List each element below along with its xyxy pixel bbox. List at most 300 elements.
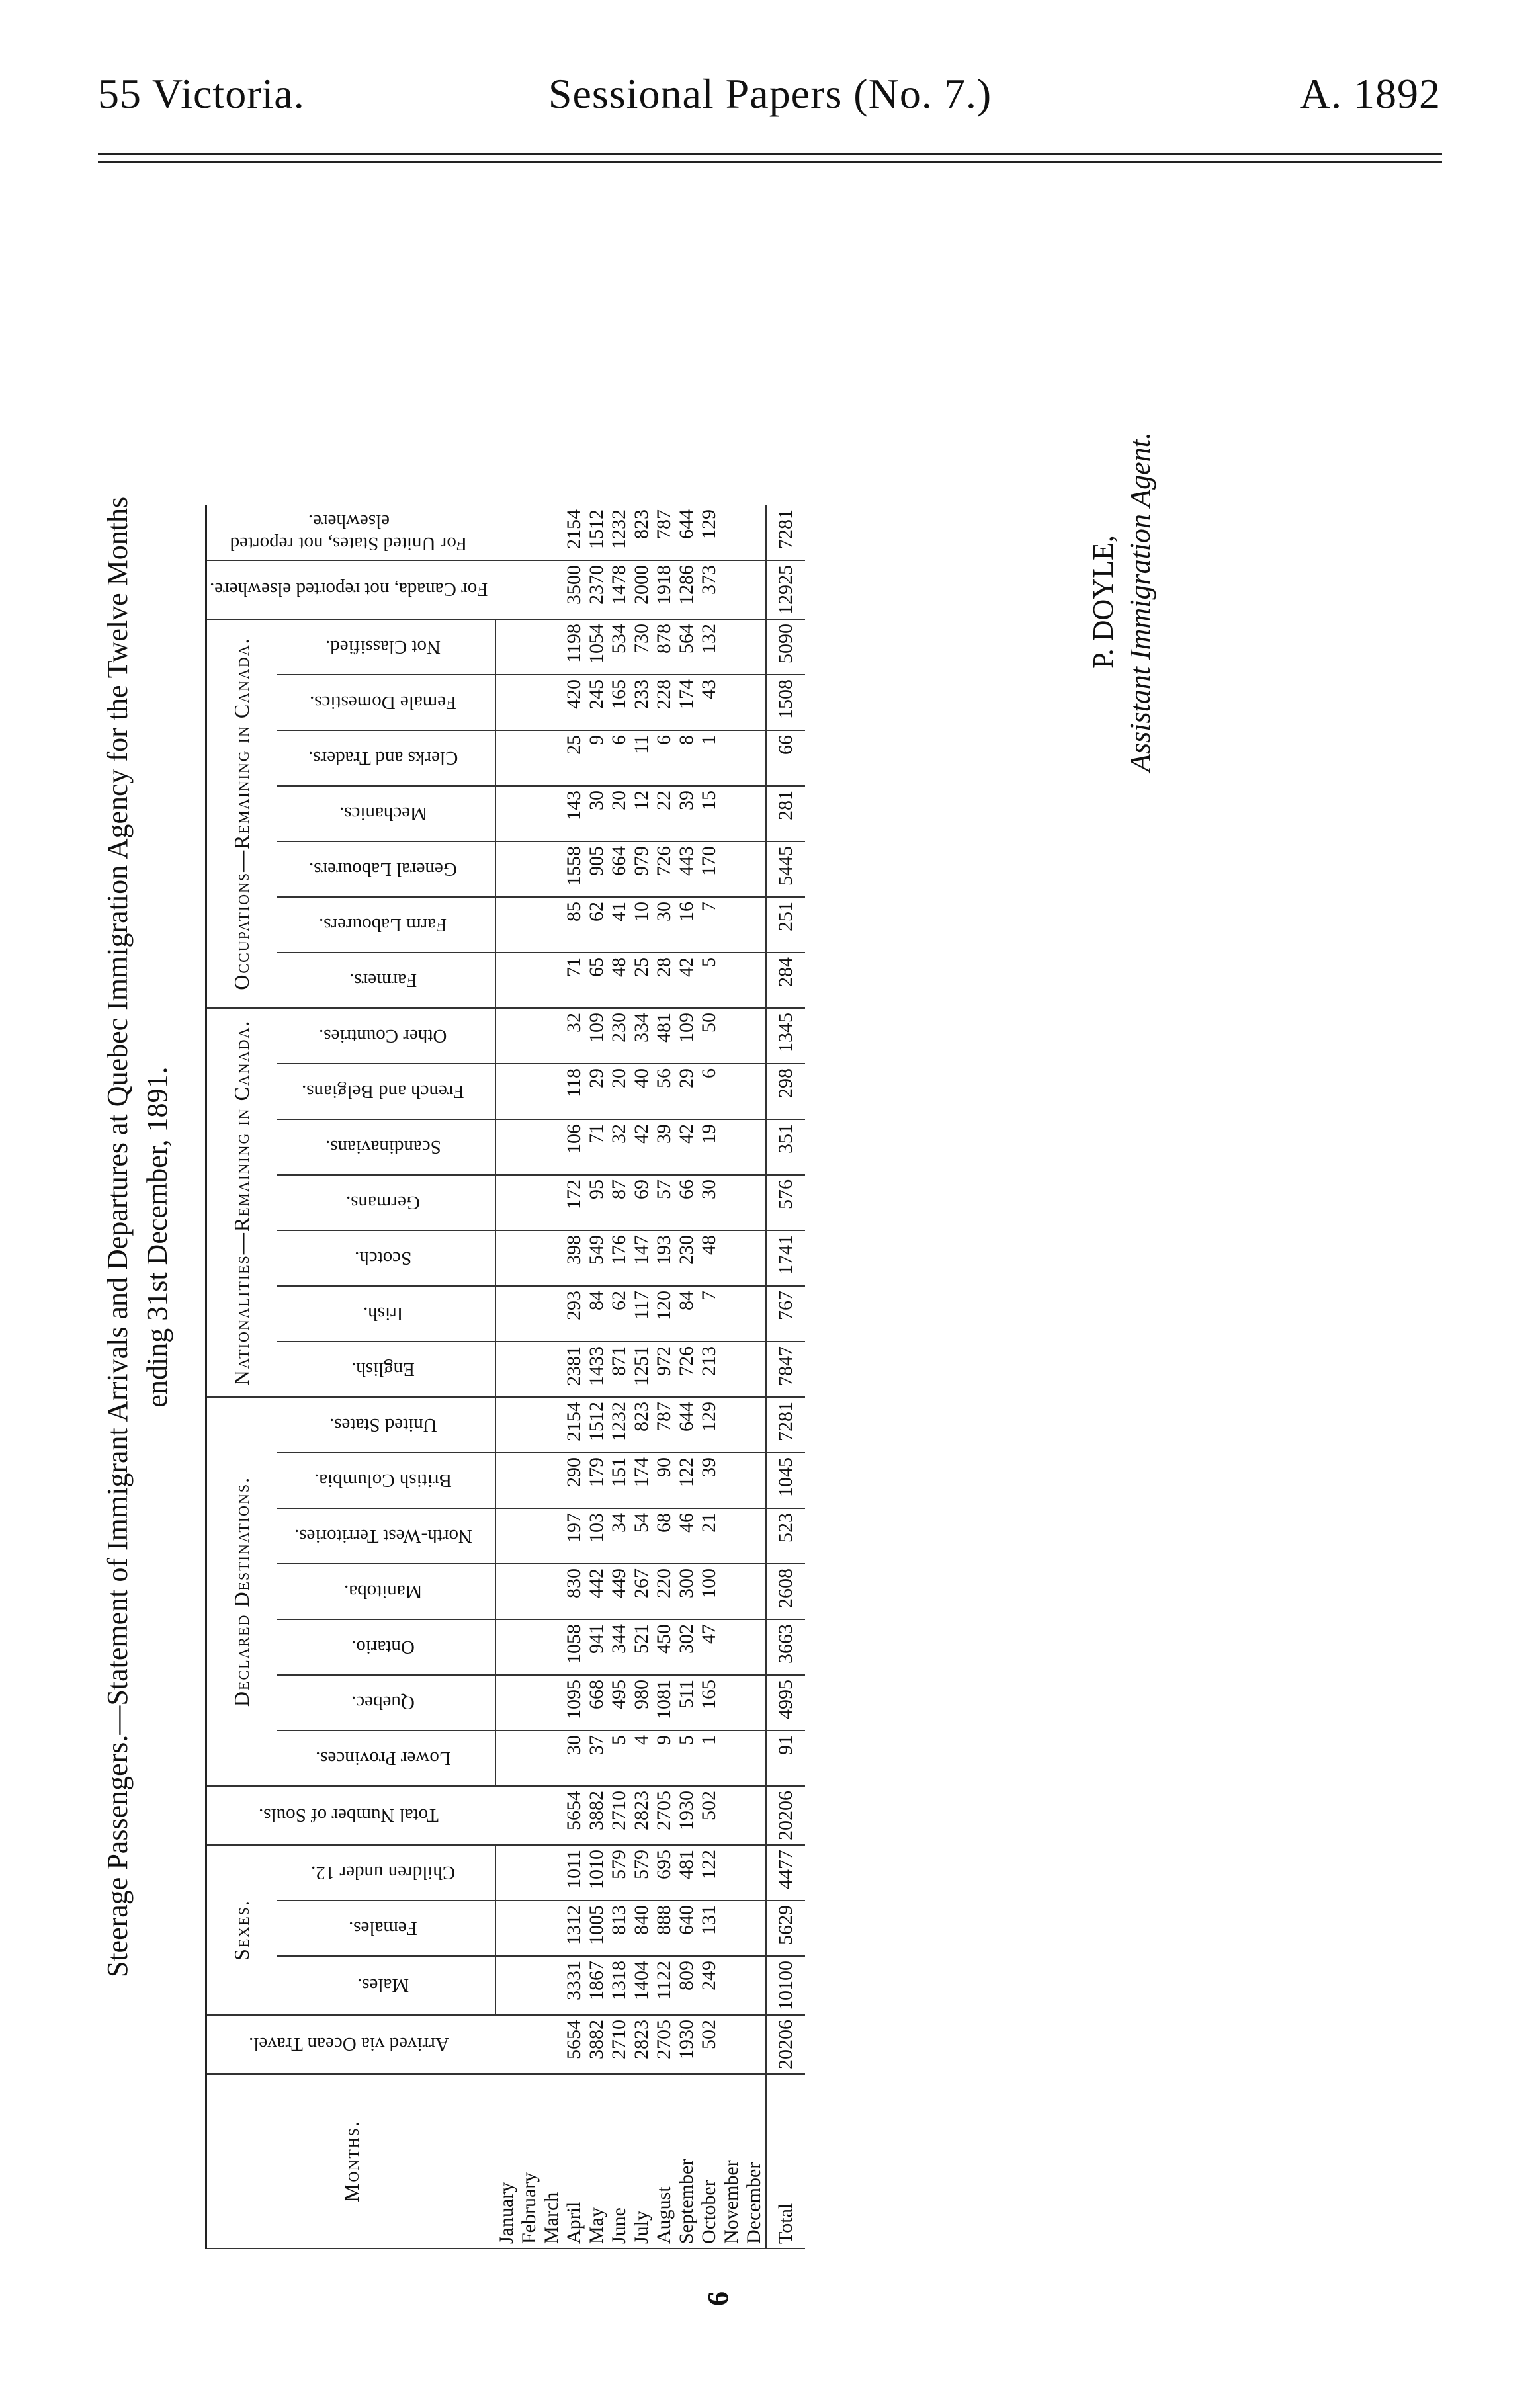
value-cell xyxy=(720,1731,743,1786)
value-cell: 878 xyxy=(653,619,675,675)
value-cell: 41 xyxy=(608,897,630,953)
col-header: United States. xyxy=(277,1397,495,1453)
value-cell xyxy=(720,1786,743,1845)
value-cell xyxy=(743,1286,766,1342)
value-cell xyxy=(720,841,743,897)
col-header: Scandinavians. xyxy=(277,1119,495,1175)
value-cell: 193 xyxy=(653,1230,675,1286)
value-cell: 143 xyxy=(563,786,585,841)
table-title-line2: ending 31st December, 1891. xyxy=(141,1066,173,1408)
value-cell: 30 xyxy=(563,1731,585,1786)
col-header: Farmers. xyxy=(277,953,495,1008)
value-cell: 344 xyxy=(608,1619,630,1675)
value-cell: 30 xyxy=(698,1175,720,1230)
value-cell: 442 xyxy=(585,1564,608,1619)
value-cell xyxy=(743,1453,766,1508)
value-cell xyxy=(495,1119,518,1175)
value-cell xyxy=(540,1731,563,1786)
value-cell xyxy=(743,1901,766,1956)
col-header: Germans. xyxy=(277,1175,495,1230)
value-cell: 1 xyxy=(698,1731,720,1786)
header-rule-thin xyxy=(98,161,1442,163)
value-cell: 4 xyxy=(630,1731,653,1786)
value-cell: 302 xyxy=(675,1619,698,1675)
value-cell: 1478 xyxy=(608,560,630,619)
value-cell xyxy=(743,897,766,953)
value-cell xyxy=(518,1342,540,1397)
value-cell xyxy=(743,730,766,786)
value-cell: 3500 xyxy=(563,560,585,619)
value-cell: 398 xyxy=(563,1230,585,1286)
total-value-cell: 20206 xyxy=(766,1786,805,1845)
value-cell xyxy=(720,619,743,675)
total-value-cell: 12925 xyxy=(766,560,805,619)
value-cell xyxy=(720,1175,743,1230)
months-header: Months. xyxy=(206,2074,496,2248)
value-cell xyxy=(495,1008,518,1064)
value-cell: 32 xyxy=(608,1119,630,1175)
value-cell xyxy=(743,1175,766,1230)
value-cell xyxy=(743,1397,766,1453)
value-cell: 65 xyxy=(585,953,608,1008)
value-cell: 165 xyxy=(608,675,630,730)
year-label: A. 1892 xyxy=(1299,70,1441,117)
value-cell xyxy=(540,505,563,560)
value-cell xyxy=(540,841,563,897)
total-value-cell: 4995 xyxy=(766,1675,805,1731)
total-value-cell: 1045 xyxy=(766,1453,805,1508)
value-cell: 888 xyxy=(653,1901,675,1956)
value-cell xyxy=(495,1956,518,2015)
value-cell xyxy=(540,675,563,730)
value-cell: 787 xyxy=(653,1397,675,1453)
value-cell xyxy=(540,730,563,786)
value-cell xyxy=(540,1956,563,2015)
value-cell: 1286 xyxy=(675,560,698,619)
col-header: Lower Provinces. xyxy=(277,1731,495,1786)
total-value-cell: 1741 xyxy=(766,1230,805,1286)
value-cell xyxy=(495,1845,518,1901)
occupations-group-header: Occupations—Remaining in Canada. xyxy=(206,619,277,1008)
value-cell: 42 xyxy=(675,953,698,1008)
value-cell: 813 xyxy=(608,1901,630,1956)
value-cell xyxy=(743,1230,766,1286)
value-cell: 48 xyxy=(698,1230,720,1286)
table-row xyxy=(675,505,698,2248)
value-cell: 2154 xyxy=(563,1397,585,1453)
value-cell xyxy=(495,560,518,619)
value-cell xyxy=(518,1230,540,1286)
value-cell: 9 xyxy=(653,1731,675,1786)
value-cell: 730 xyxy=(630,619,653,675)
value-cell xyxy=(540,1286,563,1342)
column-header-row xyxy=(277,505,495,2248)
value-cell: 267 xyxy=(630,1564,653,1619)
month-cell: July xyxy=(630,2074,653,2248)
value-cell xyxy=(540,1453,563,1508)
value-cell: 668 xyxy=(585,1675,608,1731)
value-cell xyxy=(720,1564,743,1619)
value-cell: 48 xyxy=(608,953,630,1008)
month-cell: October xyxy=(698,2074,720,2248)
value-cell xyxy=(495,953,518,1008)
value-cell: 57 xyxy=(653,1175,675,1230)
month-cell: September xyxy=(675,2074,698,2248)
col-header: Not Classified. xyxy=(277,619,495,675)
table-row xyxy=(698,505,720,2248)
table-row xyxy=(743,505,766,2248)
value-cell: 62 xyxy=(585,897,608,953)
value-cell: 481 xyxy=(653,1008,675,1064)
value-cell: 87 xyxy=(608,1175,630,1230)
value-cell: 233 xyxy=(630,675,653,730)
value-cell xyxy=(720,1453,743,1508)
value-cell: 71 xyxy=(585,1119,608,1175)
value-cell xyxy=(518,560,540,619)
value-cell: 1312 xyxy=(563,1901,585,1956)
value-cell: 3882 xyxy=(585,2015,608,2074)
value-cell xyxy=(720,1064,743,1119)
value-cell: 7 xyxy=(698,1286,720,1342)
value-cell: 66 xyxy=(675,1175,698,1230)
value-cell xyxy=(540,786,563,841)
value-cell xyxy=(540,1786,563,1845)
value-cell xyxy=(540,1901,563,1956)
col-header: Other Countries. xyxy=(277,1008,495,1064)
value-cell xyxy=(743,1619,766,1675)
signature-block xyxy=(1085,271,1159,933)
value-cell: 109 xyxy=(675,1008,698,1064)
value-cell: 40 xyxy=(630,1064,653,1119)
group-header-row xyxy=(206,505,277,2248)
value-cell xyxy=(518,1453,540,1508)
month-cell: May xyxy=(585,2074,608,2248)
table-row xyxy=(518,505,540,2248)
value-cell: 7 xyxy=(698,897,720,953)
value-cell xyxy=(495,2015,518,2074)
value-cell: 32 xyxy=(563,1008,585,1064)
value-cell xyxy=(720,1956,743,2015)
value-cell xyxy=(518,1064,540,1119)
total-value-cell: 10100 xyxy=(766,1956,805,2015)
value-cell: 106 xyxy=(563,1119,585,1175)
value-cell xyxy=(720,1675,743,1731)
total-value-cell: 2608 xyxy=(766,1564,805,1619)
value-cell: 495 xyxy=(608,1675,630,1731)
value-cell xyxy=(495,1342,518,1397)
value-cell: 840 xyxy=(630,1901,653,1956)
value-cell: 42 xyxy=(675,1119,698,1175)
value-cell: 549 xyxy=(585,1230,608,1286)
value-cell: 122 xyxy=(698,1845,720,1901)
value-cell: 6 xyxy=(608,730,630,786)
signature-role: Assistant Immigration Agent. xyxy=(1124,432,1156,772)
total-value-cell: 7281 xyxy=(766,505,805,560)
table-title-line1: Steerage Passengers.—Statement of Immigrant Arrivals and Departures at Quebec Immigration Agency for the Twelve Months xyxy=(101,496,134,1978)
value-cell: 109 xyxy=(585,1008,608,1064)
col-header: French and Belgians. xyxy=(277,1064,495,1119)
value-cell: 132 xyxy=(698,619,720,675)
value-cell xyxy=(720,1286,743,1342)
value-cell xyxy=(518,953,540,1008)
value-cell: 373 xyxy=(698,560,720,619)
month-cell: June xyxy=(608,2074,630,2248)
value-cell xyxy=(743,1845,766,1901)
value-cell: 1 xyxy=(698,730,720,786)
table-row xyxy=(608,505,630,2248)
value-cell: 69 xyxy=(630,1175,653,1230)
value-cell: 16 xyxy=(675,897,698,953)
value-cell: 695 xyxy=(653,1845,675,1901)
col-header: Female Domestics. xyxy=(277,675,495,730)
value-cell xyxy=(540,1619,563,1675)
col-header: Ontario. xyxy=(277,1619,495,1675)
value-cell: 830 xyxy=(563,1564,585,1619)
value-cell xyxy=(518,1119,540,1175)
value-cell: 8 xyxy=(675,730,698,786)
value-cell xyxy=(743,1675,766,1731)
value-cell xyxy=(518,1675,540,1731)
value-cell: 1867 xyxy=(585,1956,608,2015)
total-value-cell: 3663 xyxy=(766,1619,805,1675)
value-cell: 1054 xyxy=(585,619,608,675)
total-value-cell: 5629 xyxy=(766,1901,805,1956)
value-cell: 420 xyxy=(563,675,585,730)
value-cell: 122 xyxy=(675,1453,698,1508)
value-cell: 68 xyxy=(653,1508,675,1564)
total-value-cell: 284 xyxy=(766,953,805,1008)
value-cell: 2705 xyxy=(653,1786,675,1845)
value-cell xyxy=(495,1619,518,1675)
value-cell: 11 xyxy=(630,730,653,786)
value-cell: 62 xyxy=(608,1286,630,1342)
value-cell: 30 xyxy=(585,786,608,841)
value-cell xyxy=(743,675,766,730)
value-cell xyxy=(720,1619,743,1675)
total-value-cell: 298 xyxy=(766,1064,805,1119)
value-cell: 2710 xyxy=(608,2015,630,2074)
value-cell xyxy=(518,786,540,841)
col-header: Farm Labourers. xyxy=(277,897,495,953)
nationalities-group-header: Nationalities—Remaining in Canada. xyxy=(206,1008,277,1397)
value-cell: 5 xyxy=(675,1731,698,1786)
value-cell: 1010 xyxy=(585,1845,608,1901)
value-cell xyxy=(495,1901,518,1956)
month-cell: December xyxy=(743,2074,766,2248)
col-header: Arrived via Ocean Travel. xyxy=(206,2015,496,2074)
value-cell xyxy=(540,1845,563,1901)
value-cell: 5654 xyxy=(563,1786,585,1845)
value-cell: 30 xyxy=(653,897,675,953)
value-cell xyxy=(743,1508,766,1564)
value-cell: 1232 xyxy=(608,1397,630,1453)
table-row xyxy=(585,505,608,2248)
value-cell: 2154 xyxy=(563,505,585,560)
total-value-cell: 523 xyxy=(766,1508,805,1564)
value-cell: 664 xyxy=(608,841,630,897)
value-cell xyxy=(495,1397,518,1453)
value-cell: 905 xyxy=(585,841,608,897)
value-cell: 290 xyxy=(563,1453,585,1508)
col-header: Clerks and Traders. xyxy=(277,730,495,786)
value-cell xyxy=(495,675,518,730)
value-cell: 972 xyxy=(653,1342,675,1397)
value-cell xyxy=(540,1008,563,1064)
value-cell xyxy=(540,1175,563,1230)
value-cell: 1081 xyxy=(653,1675,675,1731)
value-cell xyxy=(743,1564,766,1619)
value-cell: 103 xyxy=(585,1508,608,1564)
value-cell: 12 xyxy=(630,786,653,841)
table-title xyxy=(98,205,177,2269)
value-cell: 100 xyxy=(698,1564,720,1619)
value-cell: 5 xyxy=(608,1731,630,1786)
value-cell: 1558 xyxy=(563,841,585,897)
total-value-cell: 66 xyxy=(766,730,805,786)
total-value-cell: 351 xyxy=(766,1119,805,1175)
value-cell xyxy=(518,897,540,953)
value-cell: 1058 xyxy=(563,1619,585,1675)
value-cell: 43 xyxy=(698,675,720,730)
value-cell: 118 xyxy=(563,1064,585,1119)
value-cell: 197 xyxy=(563,1508,585,1564)
table-row xyxy=(563,505,585,2248)
value-cell xyxy=(720,897,743,953)
value-cell xyxy=(495,1175,518,1230)
signature-name: P. DOYLE, xyxy=(1087,535,1119,669)
value-cell: 564 xyxy=(675,619,698,675)
destinations-group-header: Declared Destinations. xyxy=(206,1397,277,1786)
value-cell: 579 xyxy=(608,1845,630,1901)
value-cell xyxy=(720,786,743,841)
value-cell xyxy=(743,1119,766,1175)
value-cell xyxy=(540,1230,563,1286)
value-cell xyxy=(495,1064,518,1119)
value-cell xyxy=(720,560,743,619)
value-cell: 170 xyxy=(698,841,720,897)
total-value-cell: 7847 xyxy=(766,1342,805,1397)
value-cell: 213 xyxy=(698,1342,720,1397)
value-cell: 129 xyxy=(698,505,720,560)
total-value-cell: 767 xyxy=(766,1286,805,1342)
value-cell: 20 xyxy=(608,786,630,841)
value-cell: 174 xyxy=(675,675,698,730)
value-cell: 230 xyxy=(608,1008,630,1064)
value-cell xyxy=(518,841,540,897)
month-cell: February xyxy=(518,2074,540,2248)
value-cell: 809 xyxy=(675,1956,698,2015)
total-value-cell: 1345 xyxy=(766,1008,805,1064)
value-cell: 249 xyxy=(698,1956,720,2015)
value-cell xyxy=(720,953,743,1008)
value-cell xyxy=(518,1956,540,2015)
table-row xyxy=(720,505,743,2248)
value-cell xyxy=(518,1286,540,1342)
total-value-cell: 5090 xyxy=(766,619,805,675)
value-cell xyxy=(743,1008,766,1064)
value-cell xyxy=(540,1397,563,1453)
col-header: General Labourers. xyxy=(277,841,495,897)
value-cell xyxy=(518,675,540,730)
value-cell xyxy=(518,730,540,786)
value-cell xyxy=(720,1508,743,1564)
value-cell xyxy=(495,730,518,786)
value-cell: 50 xyxy=(698,1008,720,1064)
col-header: Irish. xyxy=(277,1286,495,1342)
value-cell xyxy=(495,1230,518,1286)
value-cell: 1930 xyxy=(675,1786,698,1845)
value-cell xyxy=(518,505,540,560)
col-header: North-West Territories. xyxy=(277,1508,495,1564)
value-cell: 871 xyxy=(608,1342,630,1397)
value-cell xyxy=(720,730,743,786)
value-cell: 579 xyxy=(630,1845,653,1901)
value-cell xyxy=(495,1286,518,1342)
value-cell: 787 xyxy=(653,505,675,560)
table-row xyxy=(540,505,563,2248)
value-cell: 129 xyxy=(698,1397,720,1453)
value-cell: 39 xyxy=(653,1119,675,1175)
value-cell: 131 xyxy=(698,1901,720,1956)
total-row xyxy=(766,505,805,2248)
value-cell xyxy=(540,560,563,619)
value-cell xyxy=(743,619,766,675)
value-cell: 39 xyxy=(698,1453,720,1508)
value-cell: 300 xyxy=(675,1564,698,1619)
col-header: For Canada, not reported elsewhere. xyxy=(206,560,496,619)
value-cell: 640 xyxy=(675,1901,698,1956)
value-cell: 230 xyxy=(675,1230,698,1286)
value-cell: 443 xyxy=(675,841,698,897)
value-cell: 117 xyxy=(630,1286,653,1342)
total-value-cell: 281 xyxy=(766,786,805,841)
table-body xyxy=(495,505,805,2248)
value-cell xyxy=(540,1564,563,1619)
value-cell: 71 xyxy=(563,953,585,1008)
value-cell xyxy=(495,1564,518,1619)
col-header: Scotch. xyxy=(277,1230,495,1286)
value-cell: 1232 xyxy=(608,505,630,560)
value-cell xyxy=(518,1731,540,1786)
value-cell: 1930 xyxy=(675,2015,698,2074)
month-cell: November xyxy=(720,2074,743,2248)
total-value-cell: 4477 xyxy=(766,1845,805,1901)
col-header: For United States, not reported elsewhere. xyxy=(206,505,496,560)
total-value-cell: 1508 xyxy=(766,675,805,730)
value-cell: 179 xyxy=(585,1453,608,1508)
rotated-table-sheet xyxy=(86,165,1211,2309)
value-cell: 1011 xyxy=(563,1845,585,1901)
value-cell xyxy=(743,560,766,619)
value-cell: 481 xyxy=(675,1845,698,1901)
value-cell: 1512 xyxy=(585,1397,608,1453)
value-cell: 726 xyxy=(675,1342,698,1397)
value-cell xyxy=(743,1786,766,1845)
value-cell: 147 xyxy=(630,1230,653,1286)
value-cell xyxy=(518,2015,540,2074)
total-label: Total xyxy=(766,2074,805,2248)
session-label: 55 Victoria. xyxy=(98,70,305,117)
value-cell xyxy=(495,1731,518,1786)
value-cell xyxy=(495,897,518,953)
value-cell: 9 xyxy=(585,730,608,786)
header-rule xyxy=(98,153,1442,155)
col-header: Children under 12. xyxy=(277,1845,495,1901)
value-cell: 1122 xyxy=(653,1956,675,2015)
value-cell xyxy=(720,1845,743,1901)
value-cell xyxy=(720,1342,743,1397)
value-cell: 979 xyxy=(630,841,653,897)
